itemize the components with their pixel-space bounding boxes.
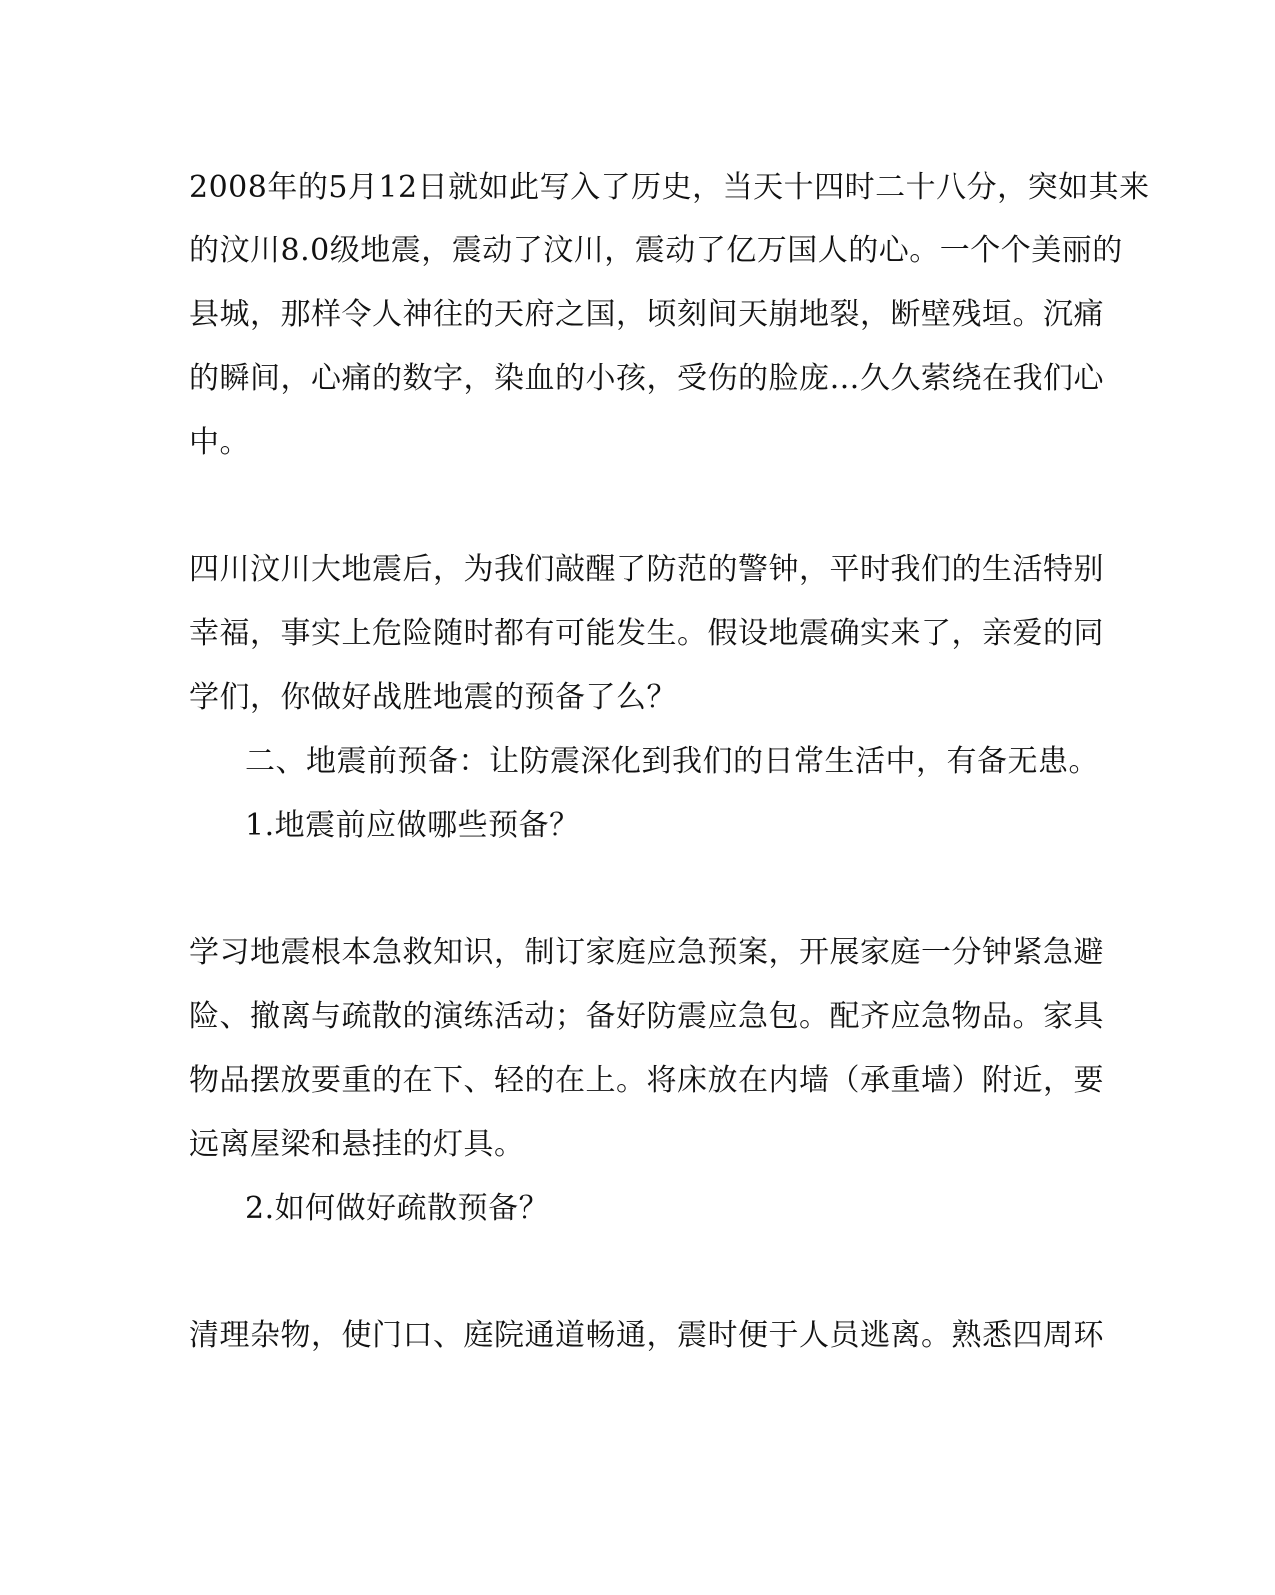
paragraph-line: 物品摆放要重的在下、轻的在上。将床放在内墙（承重墙）附近，要 bbox=[189, 1063, 1104, 1098]
paragraph-line: 学习地震根本急救知识，制订家庭应急预案，开展家庭一分钟紧急避 bbox=[189, 935, 1104, 970]
paragraph-line: 的汶川8.0级地震，震动了汶川，震动了亿万国人的心。一个个美丽的 bbox=[189, 233, 1123, 268]
paragraph-line: 四川汶川大地震后，为我们敲醒了防范的警钟，平时我们的生活特别 bbox=[189, 552, 1104, 587]
question-heading: 2.如何做好疏散预备？ bbox=[245, 1191, 550, 1226]
paragraph-line: 县城，那样令人神往的天府之国，顷刻间天崩地裂，断壁残垣。沉痛 bbox=[189, 297, 1104, 332]
paragraph-line: 远离屋梁和悬挂的灯具。 bbox=[189, 1127, 525, 1162]
question-heading: 1.地震前应做哪些预备？ bbox=[245, 808, 580, 843]
paragraph-line: 的瞬间，心痛的数字，染血的小孩，受伤的脸庞…久久萦绕在我们心 bbox=[189, 361, 1104, 396]
section-heading: 二、地震前预备：让防震深化到我们的日常生活中，有备无患。 bbox=[245, 744, 1099, 779]
paragraph-line: 中。 bbox=[189, 425, 250, 460]
paragraph-line: 清理杂物，使门口、庭院通道畅通，震时便于人员逃离。熟悉四周环 bbox=[189, 1318, 1104, 1353]
paragraph-line: 幸福，事实上危险随时都有可能发生。假设地震确实来了，亲爱的同 bbox=[189, 616, 1104, 651]
paragraph-line: 险、撤离与疏散的演练活动；备好防震应急包。配齐应急物品。家具 bbox=[189, 999, 1104, 1034]
paragraph-line: 学们，你做好战胜地震的预备了么？ bbox=[189, 680, 677, 715]
paragraph-line: 2008年的5月12日就如此写入了历史，当天十四时二十八分，突如其来 bbox=[189, 170, 1150, 205]
